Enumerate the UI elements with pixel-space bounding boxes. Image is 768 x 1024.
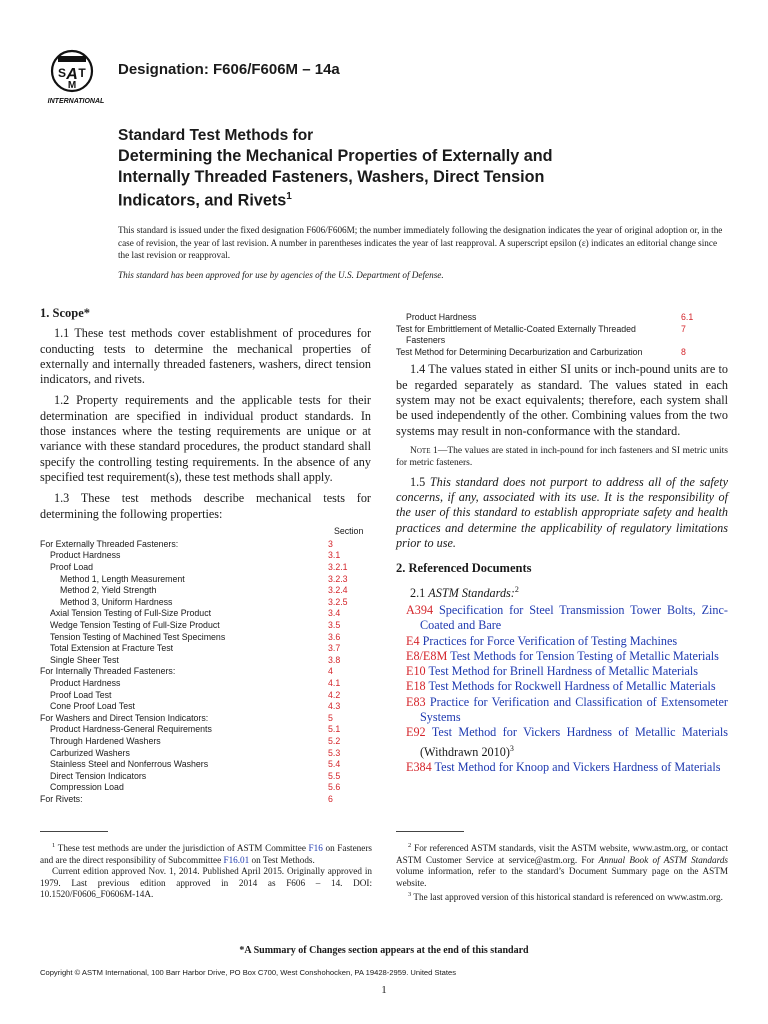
- section-row: [40, 655, 371, 667]
- svg-text:INTERNATIONAL: INTERNATIONAL: [47, 98, 105, 105]
- right-column: [396, 312, 728, 775]
- section-row-label: Product Hardness: [406, 312, 477, 322]
- section-row-label: Proof Load: [50, 562, 94, 573]
- note-1: Note 1—The values are stated in inch-pound for inch fasteners and SI metric units for metric fasteners.: [396, 445, 728, 469]
- section-row-number[interactable]: 3.8: [328, 654, 341, 665]
- section-row-number[interactable]: 3.2.1: [328, 562, 348, 573]
- section-row-label: Product Hardness-General Requirements: [50, 724, 212, 735]
- copyright: Copyright © ASTM International, 100 Barr Harbor Drive, PO Box C700, West Conshohocken, PA 19428-2959. United States: [40, 968, 457, 977]
- issuance-note: This standard is issued under the fixed designation F606/F606M; the number immediately following the designation indicates the year of original adoption or, in the case of revision, the year of last revision. A number in parentheses indicates the year of last reapproval. A superscript epsilon (ε) indicates an editorial change since the last revision or reapproval.: [118, 225, 723, 260]
- footnote-rule-left: [40, 831, 108, 832]
- section-row: [40, 666, 371, 678]
- reference-item: E92 Test Method for Vickers Hardness of Metallic Materials (Withdrawn 2010)$^3$: [406, 725, 728, 759]
- section-row-label: Fasteners: [406, 335, 446, 346]
- section-row-label: For Washers and Direct Tension Indicators:: [40, 712, 209, 723]
- reference-item: [406, 603, 728, 634]
- title-line-1: Standard Test Methods for: [118, 127, 314, 144]
- reference-item: [406, 649, 728, 664]
- section-row-number[interactable]: 5: [328, 712, 333, 723]
- section-row-number[interactable]: 5.3: [328, 747, 341, 758]
- section-row-number[interactable]: 6.1: [681, 312, 694, 322]
- section-row-number[interactable]: 8: [681, 346, 686, 357]
- section-row-number[interactable]: 7: [681, 323, 686, 334]
- reference-title-link[interactable]: Test Method for Brinell Hardness of Metallic Materials: [425, 664, 699, 679]
- reference-list: [396, 603, 728, 775]
- astm-standards-label: 2.1 ASTM Standards:$^2$: [410, 584, 519, 600]
- section-row-number[interactable]: 5.6: [328, 782, 341, 793]
- title-line-4: Indicators, and Rivets$^1$: [118, 191, 292, 210]
- reference-title-link[interactable]: Test Methods for Tension Testing of Metallic Materials: [447, 648, 719, 663]
- section-row-number[interactable]: 3.2.4: [328, 585, 348, 596]
- section-row: [40, 550, 371, 562]
- scope-heading: 1. Scope*: [40, 306, 90, 320]
- document-title: [118, 126, 638, 211]
- scope-1-2: 1.2 Property requirements and the applicable tests for their determination are specified in individual product standards. In those instances where the testing requirements are unique or at variance with these standard procedures, the product standard shall specify the controlling testing requirements. In the absence of any specified test requirement(s), these test methods shall apply.: [40, 393, 371, 484]
- section-row: [40, 620, 371, 632]
- reference-withdrawn-note: (Withdrawn 2010): [420, 744, 510, 759]
- reference-code-link[interactable]: E83: [406, 694, 426, 709]
- section-row: [396, 312, 728, 324]
- section-row-label: For Externally Threaded Fasteners:: [40, 538, 179, 549]
- section-row-label: Method 2, Yield Strength: [60, 585, 157, 596]
- title-line-3: Internally Threaded Fasteners, Washers, Direct Tension: [118, 167, 545, 186]
- section-row-label: Wedge Tension Testing of Full-Size Product: [50, 620, 220, 631]
- section-row: [40, 724, 371, 736]
- referenced-documents-heading: 2. Referenced Documents: [396, 561, 532, 576]
- section-row-number[interactable]: 3.4: [328, 608, 341, 619]
- section-row-number[interactable]: 3.5: [328, 620, 341, 631]
- section-row-number[interactable]: 5.4: [328, 759, 341, 770]
- section-row: [40, 701, 371, 713]
- reference-title-link[interactable]: Practice for Verification and Classification of Extensometer Systems: [420, 694, 728, 725]
- scope-1-4: 1.4 The values stated in either SI units or inch-pound units are to be regarded separately as standard. The values stated in each system may not be exact equivalents; therefore, each system shall be used independently of the other. Combining values from the two systems may result in non-conformance with the standard.: [396, 362, 728, 438]
- section-row-label: Cone Proof Load Test: [50, 701, 135, 712]
- section-row-number[interactable]: 5.5: [328, 770, 341, 781]
- section-row-label: Tension Testing of Machined Test Specimens: [50, 631, 226, 642]
- designation: Designation: F606/F606M – 14a: [118, 61, 340, 78]
- section-row-number[interactable]: 3: [328, 538, 333, 549]
- section-row-label: Single Sheer Test: [50, 654, 119, 665]
- section-row: [40, 759, 371, 771]
- section-row-label: For Internally Threaded Fasteners:: [40, 666, 176, 677]
- section-row: [40, 736, 371, 748]
- dod-approval-note: This standard has been approved for use by agencies of the U.S. Department of Defense.: [118, 270, 444, 280]
- section-row: [40, 585, 371, 597]
- section-row-number[interactable]: 5.2: [328, 735, 341, 746]
- section-row: [40, 748, 371, 760]
- section-row-label: Method 3, Uniform Hardness: [60, 596, 173, 607]
- section-row-label: Direct Tension Indicators: [50, 770, 147, 781]
- section-row: [40, 597, 371, 609]
- reference-item: [406, 760, 728, 775]
- section-row: [40, 794, 371, 806]
- svg-text:M: M: [67, 80, 77, 91]
- svg-text:T: T: [78, 66, 86, 80]
- section-row-number[interactable]: 4.3: [328, 701, 341, 712]
- section-row-number[interactable]: 4.1: [328, 677, 341, 688]
- subcommittee-link[interactable]: F16.01: [223, 854, 250, 865]
- section-row-label: For Rivets:: [40, 793, 83, 804]
- svg-text:S: S: [57, 66, 67, 80]
- section-row-number[interactable]: 3.6: [328, 631, 341, 642]
- scope-1-1: 1.1 These test methods cover establishment of procedures for conducting tests to determine the mechanical properties of externally and internally threaded fasteners, washers, direct tension indicators, and rivets.: [40, 326, 371, 387]
- section-row-label: Stainless Steel and Nonferrous Washers: [50, 759, 209, 770]
- reference-title-link[interactable]: Test Methods for Rockwell Hardness of Metallic Materials: [425, 679, 716, 694]
- reference-code-link[interactable]: E10: [406, 664, 426, 679]
- section-row: [40, 643, 371, 655]
- section-row-label: Method 1, Length Measurement: [60, 573, 185, 584]
- footnote-rule-right: [396, 831, 464, 832]
- section-row: [40, 608, 371, 620]
- svg-text:A: A: [66, 66, 78, 83]
- section-row: [40, 574, 371, 586]
- reference-item: [406, 634, 728, 649]
- section-row-label: Test for Embrittlement of Metallic-Coated Externally Threaded: [396, 323, 636, 334]
- section-row: [40, 562, 371, 574]
- scope-1-5: 1.5 This standard does not purport to address all of the safety concerns, if any, associated with its use. It is the responsibility of the user of this standard to establish appropriate safety and health practices and determine the applicability of regulatory limitations prior to use.: [396, 474, 728, 551]
- section-row-label: Product Hardness: [50, 550, 121, 561]
- reference-code-link[interactable]: E18: [406, 679, 426, 694]
- section-row-label: Axial Tension Testing of Full-Size Product: [50, 608, 212, 619]
- reference-item: [406, 679, 728, 694]
- section-row: [396, 335, 728, 347]
- section-column-header: Section: [334, 525, 364, 536]
- section-row: [40, 539, 371, 551]
- left-column: [40, 306, 371, 806]
- section-row: [40, 632, 371, 644]
- reference-title-link[interactable]: Practices for Force Verification of Testing Machines: [419, 633, 678, 648]
- reference-title-link[interactable]: Specification for Steel Transmission Tower Bolts, Zinc-Coated and Bare: [420, 603, 728, 633]
- section-row-number[interactable]: 4.2: [328, 689, 341, 700]
- section-row-number[interactable]: 4: [328, 666, 333, 677]
- page-number: 1: [381, 984, 387, 996]
- section-table-continued: [396, 312, 728, 358]
- section-row: [40, 782, 371, 794]
- section-row-number[interactable]: 3.2.5: [328, 596, 348, 607]
- title-line-2: Determining the Mechanical Properties of Externally and: [118, 147, 553, 165]
- section-row-label: Compression Load: [50, 782, 124, 793]
- section-row: [40, 771, 371, 783]
- scope-1-3: 1.3 These test methods describe mechanical tests for determining the following properties:: [40, 491, 371, 521]
- section-row-number[interactable]: 3.7: [328, 643, 341, 654]
- section-row: [40, 678, 371, 690]
- footnote-2-3: $^2$ For referenced ASTM standards, visit the ASTM website, www.astm.org, or contact ASTM Customer Service at service@astm.org. For Annual Book of ASTM Standards volume information, refer to the standard’s Document Summary page on the ASTM website. $^3$ The last approved version of this historical standard is referenced on www.astm.org.: [396, 842, 729, 903]
- reference-code-link[interactable]: E4: [406, 633, 420, 648]
- section-row-label: Through Hardened Washers: [50, 735, 161, 746]
- section-row-number[interactable]: 5.1: [328, 724, 341, 735]
- section-row-label: Test Method for Determining Decarburization and Carburization: [396, 346, 643, 357]
- astm-logo: [44, 48, 110, 106]
- section-row-label: Proof Load Test: [50, 689, 112, 700]
- reference-title-link[interactable]: Test Method for Vickers Hardness of Metallic Materials: [425, 725, 728, 740]
- committee-link[interactable]: F16: [308, 843, 323, 854]
- section-row-label: Total Extension at Fracture Test: [50, 643, 174, 654]
- section-row-label: Product Hardness: [50, 677, 121, 688]
- section-row-label: Carburized Washers: [50, 747, 130, 758]
- footnote-1: $^1$ These test methods are under the jurisdiction of ASTM Committee F16 on Fasteners and are the direct responsibility of Subcommittee F16.01 on Test Methods. Current edition approved Nov. 1, 2014. Published April 2015. Originally approved in 1979. Last previous edition approved in 2014 as F606 – 14. DOI: 10.1520/F0606_F0606M-14A.: [40, 842, 372, 900]
- section-row-number[interactable]: 3.2.3: [328, 573, 348, 584]
- section-row: [40, 690, 371, 702]
- section-row-number[interactable]: 3.1: [328, 550, 341, 561]
- reference-code-link[interactable]: E92: [406, 725, 426, 740]
- section-row: [396, 324, 728, 336]
- reference-item: [406, 664, 728, 679]
- reference-title-link[interactable]: Test Method for Knoop and Vickers Hardness of Materials: [431, 760, 721, 775]
- reference-code-link[interactable]: E384: [406, 760, 432, 775]
- section-row-number[interactable]: 6: [328, 793, 333, 804]
- reference-code-link[interactable]: E8/E8M: [406, 648, 448, 663]
- reference-item: [406, 695, 728, 726]
- section-row: [40, 713, 371, 725]
- section-row: [396, 347, 728, 359]
- summary-notice: *A Summary of Changes section appears at the end of this standard: [239, 945, 529, 956]
- section-table: [40, 526, 371, 806]
- reference-code-link[interactable]: A394: [406, 603, 434, 617]
